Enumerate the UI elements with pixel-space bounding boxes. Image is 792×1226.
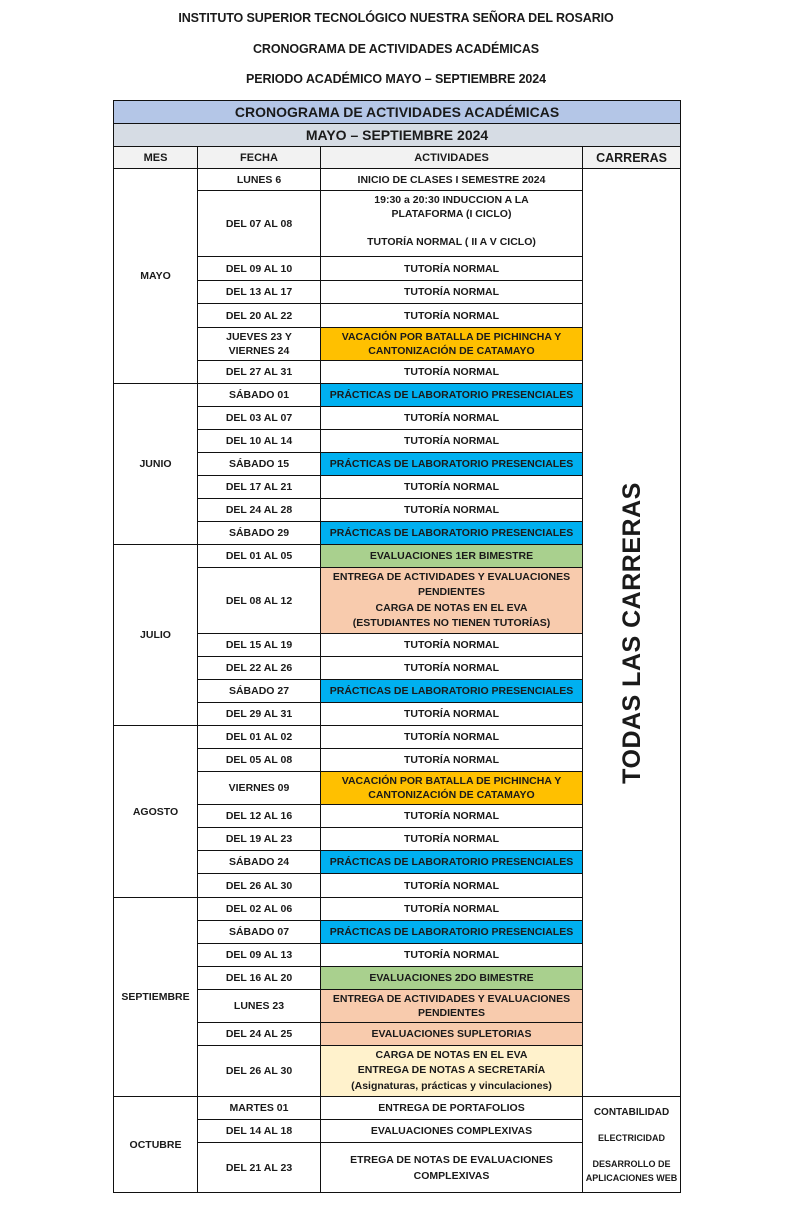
activity-cell-lab: PRÁCTICAS DE LABORATORIO PRESENCIALES bbox=[321, 680, 583, 703]
month-cell: MAYO bbox=[114, 169, 198, 384]
activity-line: 19:30 a 20:30 INDUCCION A LA bbox=[374, 194, 529, 206]
date-cell: MARTES 01 bbox=[198, 1097, 321, 1120]
date-cell: DEL 17 AL 21 bbox=[198, 476, 321, 499]
date-cell: SÁBADO 24 bbox=[198, 851, 321, 874]
date-line: VIERNES 24 bbox=[228, 345, 290, 357]
activity-cell-pending bbox=[321, 568, 583, 634]
activity-cell: TUTORÍA NORMAL bbox=[321, 726, 583, 749]
activity-line: CARGA DE NOTAS EN EL EVA bbox=[375, 601, 528, 614]
activity-cell bbox=[321, 1143, 583, 1193]
date-cell: DEL 09 AL 13 bbox=[198, 944, 321, 967]
activity-cell: TUTORÍA NORMAL bbox=[321, 634, 583, 657]
date-line: JUEVES 23 Y bbox=[226, 331, 292, 343]
date-cell: LUNES 6 bbox=[198, 169, 321, 191]
activity-cell: ENTREGA DE PORTAFOLIOS bbox=[321, 1097, 583, 1120]
activity-cell: TUTORÍA NORMAL bbox=[321, 407, 583, 430]
date-cell: DEL 08 AL 12 bbox=[198, 568, 321, 634]
date-cell: DEL 22 AL 26 bbox=[198, 657, 321, 680]
table-row bbox=[114, 1097, 681, 1120]
date-cell: DEL 01 AL 05 bbox=[198, 545, 321, 568]
all-careers-cell bbox=[583, 169, 681, 1097]
activity-cell: TUTORÍA NORMAL bbox=[321, 430, 583, 453]
activity-cell: INICIO DE CLASES I SEMESTRE 2024 bbox=[321, 169, 583, 191]
activity-cell: TUTORÍA NORMAL bbox=[321, 476, 583, 499]
activity-cell-lab: PRÁCTICAS DE LABORATORIO PRESENCIALES bbox=[321, 921, 583, 944]
activity-cell-lab: PRÁCTICAS DE LABORATORIO PRESENCIALES bbox=[321, 851, 583, 874]
activity-line: ENTREGA DE ACTIVIDADES Y EVALUACIONES bbox=[332, 993, 571, 1005]
date-cell: DEL 19 AL 23 bbox=[198, 828, 321, 851]
date-cell: DEL 16 AL 20 bbox=[198, 967, 321, 990]
activity-cell: TUTORÍA NORMAL bbox=[321, 874, 583, 898]
activity-cell: TUTORÍA NORMAL bbox=[321, 828, 583, 851]
activity-cell: TUTORÍA NORMAL bbox=[321, 805, 583, 828]
activity-cell: TUTORÍA NORMAL bbox=[321, 944, 583, 967]
activity-cell-holiday bbox=[321, 328, 583, 361]
activity-line: CANTONIZACIÓN DE CATAMAYO bbox=[368, 789, 535, 801]
date-cell: DEL 02 AL 06 bbox=[198, 898, 321, 921]
activity-cell-lab: PRÁCTICAS DE LABORATORIO PRESENCIALES bbox=[321, 384, 583, 407]
date-cell: DEL 01 AL 02 bbox=[198, 726, 321, 749]
activity-cell-lab: PRÁCTICAS DE LABORATORIO PRESENCIALES bbox=[321, 453, 583, 476]
date-cell: DEL 05 AL 08 bbox=[198, 749, 321, 772]
column-header-row bbox=[114, 147, 681, 169]
date-cell: DEL 14 AL 18 bbox=[198, 1120, 321, 1143]
month-cell: AGOSTO bbox=[114, 726, 198, 898]
date-cell: DEL 20 AL 22 bbox=[198, 304, 321, 328]
institution-title: INSTITUTO SUPERIOR TECNOLÓGICO NUESTRA SEÑORA DEL ROSARIO bbox=[178, 11, 614, 25]
activity-line: TUTORÍA NORMAL ( II A V CICLO) bbox=[367, 236, 536, 248]
career-contabilidad: CONTABILIDAD bbox=[593, 1106, 670, 1118]
activity-line: VACACIÓN POR BATALLA DE PICHINCHA Y bbox=[341, 775, 562, 787]
activity-line: (ESTUDIANTES NO TIENEN TUTORÍAS) bbox=[352, 617, 551, 629]
date-cell: DEL 07 AL 08 bbox=[198, 191, 321, 257]
activity-cell-evaluation: EVALUACIONES 2DO BIMESTRE bbox=[321, 967, 583, 990]
activity-cell: TUTORÍA NORMAL bbox=[321, 749, 583, 772]
activity-cell-lab: PRÁCTICAS DE LABORATORIO PRESENCIALES bbox=[321, 522, 583, 545]
date-cell: DEL 12 AL 16 bbox=[198, 805, 321, 828]
date-cell: DEL 21 AL 23 bbox=[198, 1143, 321, 1193]
activity-line-blank bbox=[323, 221, 580, 235]
month-cell: JUNIO bbox=[114, 384, 198, 545]
activity-line: PENDIENTES bbox=[417, 1007, 486, 1019]
activity-cell bbox=[321, 191, 583, 257]
month-cell: SEPTIEMBRE bbox=[114, 898, 198, 1097]
table-title-row bbox=[114, 101, 681, 124]
activity-line: PENDIENTES bbox=[417, 586, 486, 598]
date-cell: DEL 24 AL 28 bbox=[198, 499, 321, 522]
date-cell: SÁBADO 01 bbox=[198, 384, 321, 407]
activity-cell: TUTORÍA NORMAL bbox=[321, 703, 583, 726]
date-cell: DEL 24 AL 25 bbox=[198, 1023, 321, 1046]
date-cell: DEL 03 AL 07 bbox=[198, 407, 321, 430]
table-title: CRONOGRAMA DE ACTIVIDADES ACADÉMICAS bbox=[114, 101, 681, 124]
table-row bbox=[114, 169, 681, 191]
activity-cell: EVALUACIONES COMPLEXIVAS bbox=[321, 1120, 583, 1143]
activity-line: CARGA DE NOTAS EN EL EVA bbox=[375, 1048, 528, 1061]
table-subtitle: MAYO – SEPTIEMBRE 2024 bbox=[114, 124, 681, 147]
date-cell: SÁBADO 29 bbox=[198, 522, 321, 545]
activity-line: PLATAFORMA (I CICLO) bbox=[391, 208, 512, 220]
document-title: CRONOGRAMA DE ACTIVIDADES ACADÉMICAS bbox=[253, 42, 539, 56]
date-cell: DEL 13 AL 17 bbox=[198, 281, 321, 304]
activity-cell-pending bbox=[321, 990, 583, 1023]
activity-cell: TUTORÍA NORMAL bbox=[321, 657, 583, 680]
date-cell: VIERNES 09 bbox=[198, 772, 321, 805]
activity-cell-evaluation: EVALUACIONES 1ER BIMESTRE bbox=[321, 545, 583, 568]
month-cell: JULIO bbox=[114, 545, 198, 726]
activity-cell: TUTORÍA NORMAL bbox=[321, 499, 583, 522]
date-cell: DEL 09 AL 10 bbox=[198, 257, 321, 281]
date-cell: DEL 29 AL 31 bbox=[198, 703, 321, 726]
activity-line: ENTREGA DE ACTIVIDADES Y EVALUACIONES bbox=[332, 570, 571, 583]
schedule-table bbox=[113, 100, 681, 1193]
activity-line: VACACIÓN POR BATALLA DE PICHINCHA Y bbox=[341, 331, 562, 343]
column-header-fecha: FECHA bbox=[198, 147, 321, 169]
all-careers-label: TODAS LAS CARRERAS bbox=[617, 481, 646, 784]
activity-line: COMPLEXIVAS bbox=[413, 1169, 490, 1182]
academic-period: PERIODO ACADÉMICO MAYO – SEPTIEMBRE 2024 bbox=[245, 72, 546, 86]
date-cell: DEL 15 AL 19 bbox=[198, 634, 321, 657]
activity-cell-grades bbox=[321, 1046, 583, 1097]
activity-line: (Asignaturas, prácticas y vinculaciones) bbox=[351, 1079, 552, 1092]
month-cell: OCTUBRE bbox=[114, 1097, 198, 1193]
activity-cell: TUTORÍA NORMAL bbox=[321, 281, 583, 304]
date-cell: DEL 26 AL 30 bbox=[198, 1046, 321, 1097]
activity-cell-supplementary: EVALUACIONES SUPLETORIAS bbox=[321, 1023, 583, 1046]
date-cell: SÁBADO 07 bbox=[198, 921, 321, 944]
date-cell: DEL 27 AL 31 bbox=[198, 361, 321, 384]
activity-line: ENTREGA DE NOTAS A SECRETARÍA bbox=[357, 1064, 546, 1077]
column-header-actividades: ACTIVIDADES bbox=[321, 147, 583, 169]
date-cell: DEL 26 AL 30 bbox=[198, 874, 321, 898]
date-cell: DEL 10 AL 14 bbox=[198, 430, 321, 453]
activity-cell: TUTORÍA NORMAL bbox=[321, 257, 583, 281]
column-header-mes: MES bbox=[114, 147, 198, 169]
date-cell: SÁBADO 27 bbox=[198, 680, 321, 703]
activity-line: ETREGA DE NOTAS DE EVALUACIONES bbox=[350, 1153, 553, 1166]
date-cell: SÁBADO 15 bbox=[198, 453, 321, 476]
activity-cell-holiday bbox=[321, 772, 583, 805]
table-subtitle-row bbox=[114, 124, 681, 147]
date-cell bbox=[198, 328, 321, 361]
careers-cell bbox=[583, 1097, 681, 1193]
activity-cell: TUTORÍA NORMAL bbox=[321, 898, 583, 921]
activity-line: CANTONIZACIÓN DE CATAMAYO bbox=[368, 345, 535, 357]
activity-cell: TUTORÍA NORMAL bbox=[321, 304, 583, 328]
career-desarrollo-web: DESARROLLO DE APLICACIONES WEB bbox=[585, 1158, 678, 1183]
career-electricidad: ELECTRICIDAD bbox=[598, 1132, 666, 1143]
date-cell: LUNES 23 bbox=[198, 990, 321, 1023]
column-header-carreras: CARRERAS bbox=[583, 147, 681, 169]
activity-cell: TUTORÍA NORMAL bbox=[321, 361, 583, 384]
